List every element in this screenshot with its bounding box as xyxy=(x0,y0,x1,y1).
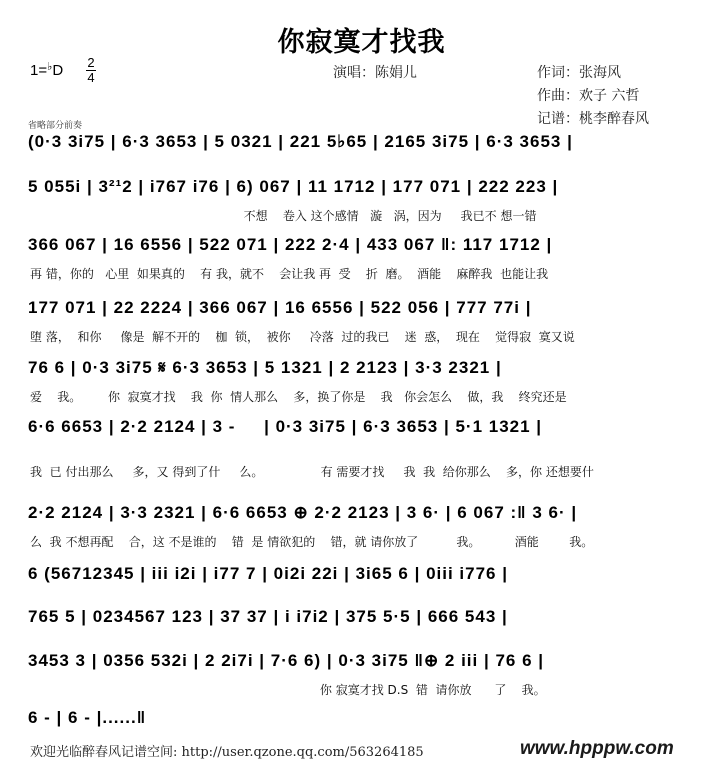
transcriber-label: 记谱： xyxy=(537,111,579,127)
key-note: D xyxy=(52,62,64,79)
lyrics: 堕 落， 和你 像是 解不开的 枷 锁， 被你 冷落 过的我已 迷 惑， 现在 觉得寂 寞又说 xyxy=(30,330,575,344)
notation: 177 071 | 22 2224 | 366 067 | 16 6556 | 522 056 | 777 77i | xyxy=(28,298,532,317)
composer-name: 欢子 六哲 xyxy=(579,88,640,104)
notation: 366 067 | 16 6556 | 522 071 | 222 2·4 | 433 067 ‖: 117 1712 | xyxy=(28,235,553,254)
lyrics: 你 寂寞才找 D.S 错 请你放 了 我。 xyxy=(30,683,546,697)
singer-name: 陈娟儿 xyxy=(375,65,417,81)
key-label: 1= xyxy=(30,62,48,79)
lyricist-credit xyxy=(537,62,621,82)
transcriber-credit xyxy=(537,108,649,128)
lyricist-label: 作词： xyxy=(537,65,579,81)
singer-credit xyxy=(333,62,417,82)
time-top: 2 xyxy=(87,55,95,70)
notation: 3453 3 | 0356 532i | 2 2i7i | 7·6 6) | 0·3 3i75 ‖⊕ 2 iii | 76 6 | xyxy=(28,651,545,670)
lyrics: 么 我 不想再配 合，这 不是谁的 错 是 情欲犯的 错，就 请你放了 我。 酒能 我。 xyxy=(30,535,594,549)
notation: 5 055i | 3²¹2 | i767 i76 | 6) 067 | 11 1712 | 177 071 | 222 223 | xyxy=(28,177,559,196)
lyrics: 不想 卷入 这个感情 漩 涡，因为 我已不 想一错 xyxy=(30,209,537,223)
notation: 6 (56712345 | iii i2i | i77 7 | 0i2i 22i | 3i65 6 | 0iii i776 | xyxy=(28,564,508,583)
notation: 6·6 6653 | 2·2 2124 | 3 - | 0·3 3i75 | 6·3 3653 | 5·1 1321 | xyxy=(28,417,543,436)
lyrics: 再 错，你的 心里 如果真的 有 我，就不 会让我 再 受 折 磨。 酒能 麻醉我 也能让我 xyxy=(30,267,549,281)
notation: 765 5 | 0234567 123 | 37 37 | i i7i2 | 375 5·5 | 666 543 | xyxy=(28,607,508,626)
transcriber-name: 桃李醉春风 xyxy=(579,111,649,127)
composer-credit xyxy=(537,85,639,105)
notation: 2·2 2124 | 3·3 2321 | 6·6 6653 ⊕ 2·2 2123 | 3 6· | 6 067 :‖ 3 6· | xyxy=(28,503,578,522)
song-title: 你寂寞才找我 xyxy=(277,27,446,58)
lyrics: 我 已 付出那么 多，又 得到了什 么。 有 需要才找 我 我 给你那么 多，你 还想要什 xyxy=(30,465,594,479)
brand-watermark: www.hpppw.com xyxy=(520,738,674,759)
time-bottom: 4 xyxy=(87,70,95,85)
key-signature xyxy=(30,60,63,79)
score-line-6 xyxy=(0,417,723,497)
singer-label: 演唱： xyxy=(333,65,375,81)
notation: (0·3 3i75 | 6·3 3653 | 5 0321 | 221 5♭65 | 2165 3i75 | 6·3 3653 | xyxy=(28,132,573,151)
footer-text: 欢迎光临醉春风记谱空间: http://user.qzone.qq.com/563264185 xyxy=(30,745,424,760)
lyricist-name: 张海风 xyxy=(579,65,621,81)
intro-omitted-note: 省略部分前奏 xyxy=(28,121,83,131)
lyrics: 爱 我。 你 寂寞才找 我 你 情人那么 多，换了你是 我 你会怎么 做，我 终究还是 xyxy=(30,390,567,404)
notation: 76 6 | 0·3 3i75 𝄋 6·3 3653 | 5 1321 | 2 2123 | 3·3 2321 | xyxy=(28,358,502,377)
composer-label: 作曲： xyxy=(537,88,579,104)
time-signature xyxy=(86,57,96,84)
flat-icon: ♭ xyxy=(47,61,53,73)
notation: 6 - | 6 - |......‖ xyxy=(28,708,147,727)
